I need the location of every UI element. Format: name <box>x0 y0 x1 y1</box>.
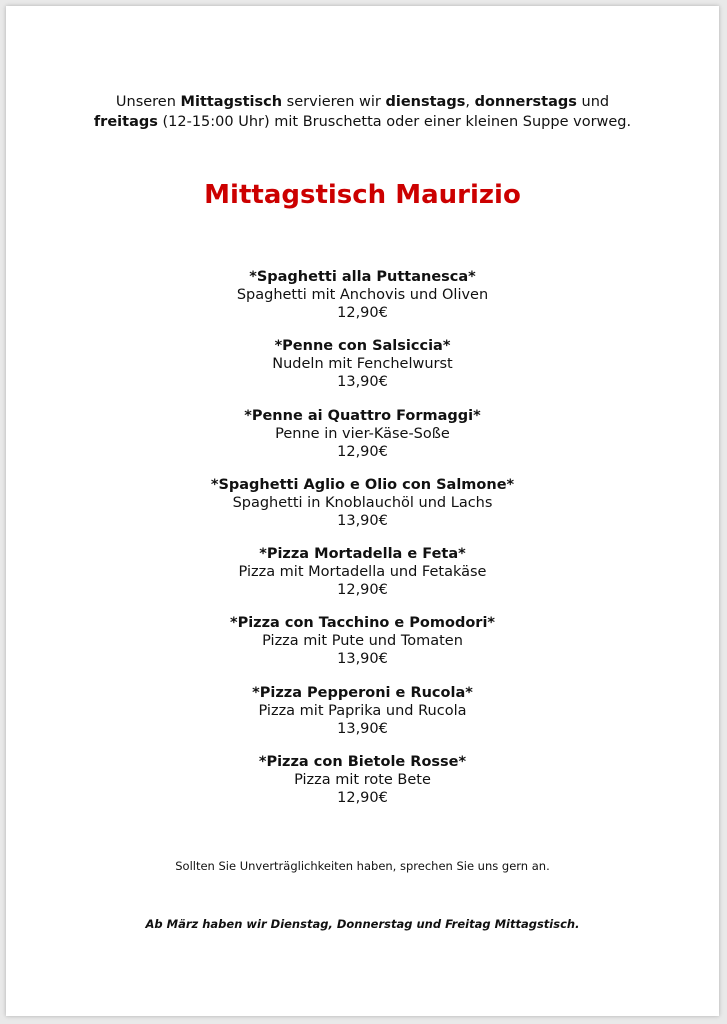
menu-item-description: Spaghetti mit Anchovis und Oliven <box>236 287 489 303</box>
menu-item-description: Pizza mit Mortadella und Fetakäse <box>238 564 487 581</box>
menu-item-price: 13,90€ <box>337 651 388 668</box>
intro-donnerstags: donnerstags <box>474 94 577 110</box>
menu-item-price: 12,90€ <box>337 305 388 321</box>
menu-list <box>6 268 719 822</box>
intro-text <box>6 92 719 132</box>
footer-note: Ab März haben wir Dienstag, Donnerstag und Freitag Mittagstisch. <box>145 917 580 931</box>
menu-item <box>6 684 719 753</box>
page-title: Mittagstisch Maurizio <box>204 180 521 210</box>
menu-item-description: Nudeln mit Fenchelwurst <box>272 356 453 373</box>
menu-item-name: *Pizza con Tacchino e Pomodori* <box>229 615 496 632</box>
menu-item <box>6 614 719 683</box>
menu-item-name: *Spaghetti alla Puttanesca* <box>249 269 476 285</box>
menu-item-price: 12,90€ <box>337 790 388 807</box>
menu-item-price: 13,90€ <box>337 720 388 737</box>
menu-item-price: 13,90€ <box>337 512 388 529</box>
intro-dienstags: dienstags <box>385 94 466 110</box>
allergy-note: Sollten Sie Unverträglichkeiten haben, sprechen Sie uns gern an. <box>175 859 550 873</box>
menu-item-description: Pizza mit Paprika und Rucola <box>258 702 467 719</box>
menu-item-name: *Pizza Mortadella e Feta* <box>259 546 466 563</box>
menu-item-description: Pizza mit Pute und Tomaten <box>262 633 463 650</box>
intro-mittagstisch: Mittagstisch <box>180 94 283 110</box>
menu-item-name: *Penne ai Quattro Formaggi* <box>244 407 481 424</box>
menu-page <box>6 6 719 1016</box>
menu-item-description: Pizza mit rote Bete <box>294 772 431 789</box>
menu-item-description: Penne in vier-Käse-Soße <box>275 425 450 442</box>
menu-item <box>6 407 719 476</box>
intro-freitags: freitags <box>93 114 158 130</box>
menu-item-price: 12,90€ <box>337 443 388 460</box>
menu-item-price: 13,90€ <box>337 374 388 391</box>
intro-line-2: freitags (12-15:00 Uhr) mit Bruschetta oder einer kleinen Suppe vorweg. <box>93 114 632 130</box>
menu-item-price: 12,90€ <box>337 582 388 599</box>
menu-item <box>6 337 719 406</box>
intro-line-1: Unseren Mittagstisch servieren wir dienstags, donnerstags und <box>115 94 610 110</box>
menu-item <box>6 753 719 822</box>
menu-item-name: *Penne con Salsiccia* <box>274 338 451 355</box>
menu-item <box>6 268 719 337</box>
menu-item-name: *Spaghetti Aglio e Olio con Salmone* <box>210 476 515 493</box>
menu-item-description: Spaghetti in Knoblauchöl und Lachs <box>232 494 493 511</box>
menu-item-name: *Pizza con Bietole Rosse* <box>258 754 467 771</box>
menu-item-name: *Pizza Pepperoni e Rucola* <box>252 684 473 701</box>
menu-item <box>6 545 719 614</box>
menu-item <box>6 476 719 545</box>
